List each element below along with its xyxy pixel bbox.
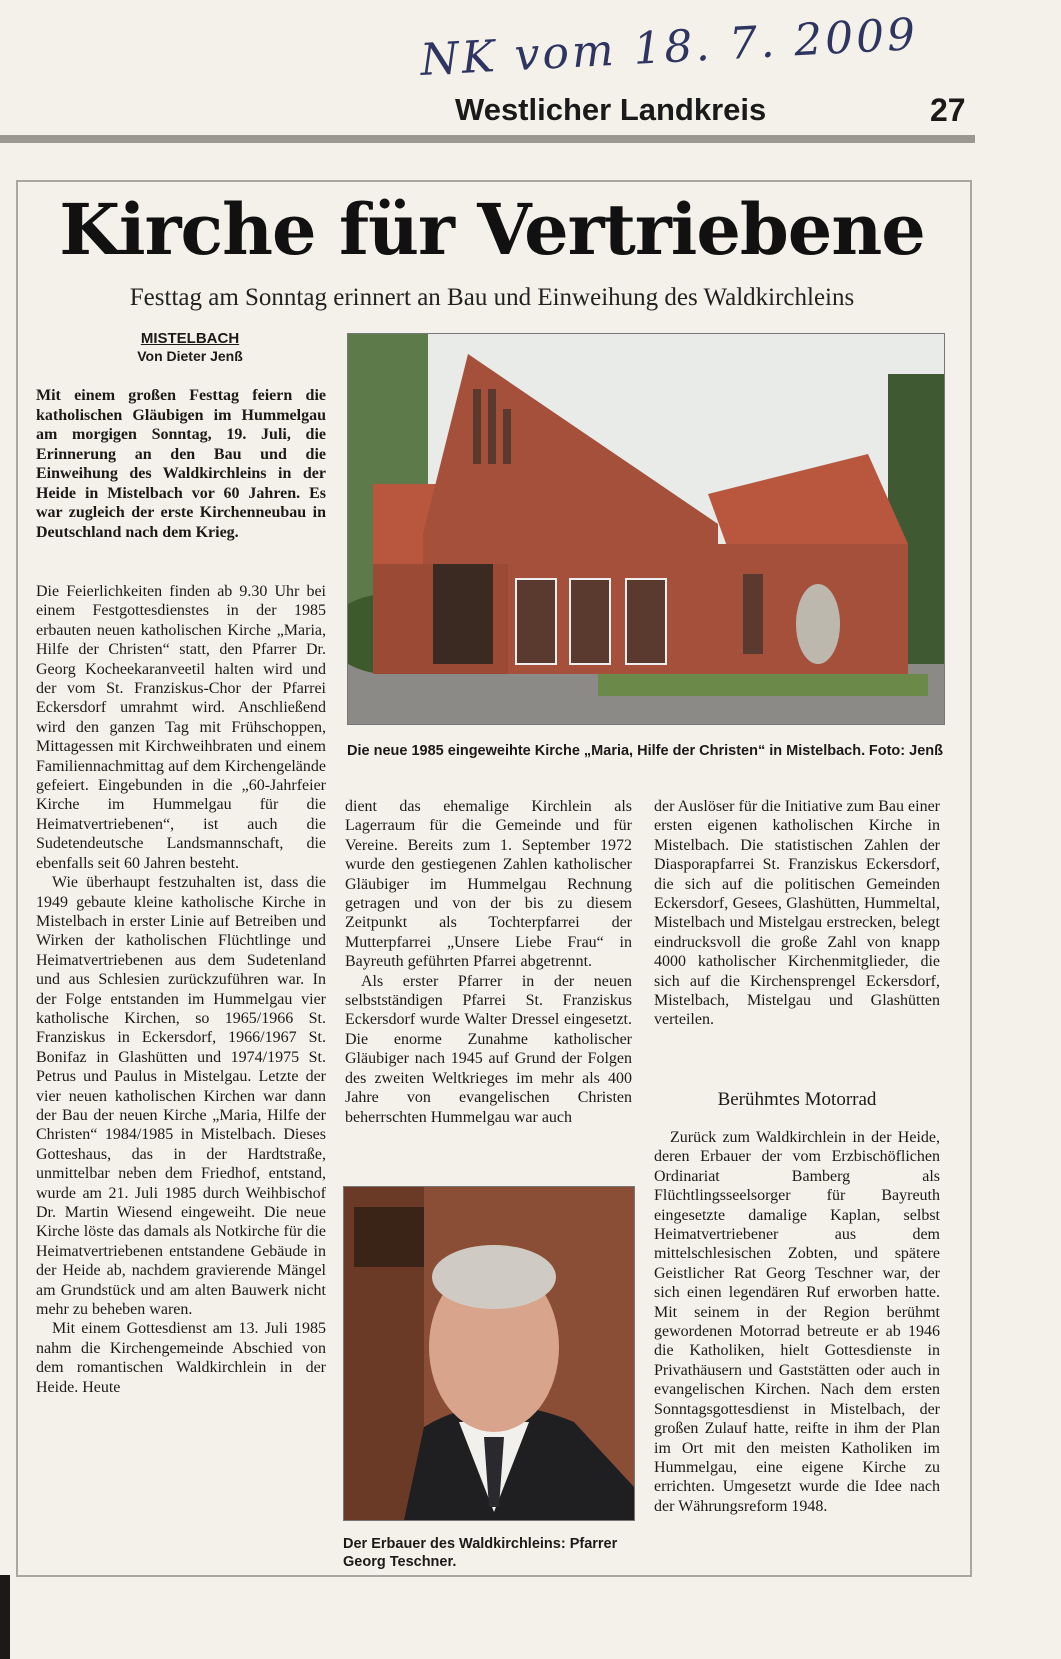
church-photo-caption [347, 742, 943, 760]
subheadline: Festtag am Sonntag erinnert an Bau und Einweihung des Waldkirchleins [129, 284, 855, 311]
header-rule [0, 135, 975, 143]
lead-paragraph: Mit einem großen Festtag feiern die katholischen Gläubigen im Hummelgau am morgigen Sonntag, 19. Juli, die Erinnerung an den Bau und die Einweihung des Waldkirchleins in der Heide in Mistelbach vor 60 Jahren. Es war zugleich der erste Kirchenneubau in Deutschland nach dem Krieg. [36, 387, 326, 541]
paragraph: der Auslöser für die Initiative zum Bau einer ersten eigenen katholischen Kirche in Mistelbach. Die statistischen Zahlen der Diasporapfarrei St. Franziskus Eckersdorf, die sich auf die politischen Gemeinden Eckersdorf, Gesees, Glashütten, Hummeltal, Mistelbach und Mistelgau erstrecken, belegt eindrucksvoll die große Zahl von knapp 4000 katholischer Kirchenmitglieder, die sich auf die Kirchensprengel Eckersdorf, Mistelbach, Mistelgau und Glashütten verteilen. [654, 798, 940, 1029]
pastor-portrait-photo [343, 1186, 635, 1521]
pastor-photo-caption: Der Erbauer des Waldkirchleins: Pfarrer Georg Teschner. [343, 1536, 618, 1570]
church-illustration [348, 334, 944, 724]
paragraph: dient das ehemalige Kirchlein als Lagerraum für die Gemeinde und für Vereine. Bereits zum 1. September 1972 wurde den gestiegenen Zahlen katholischer Gläubiger im Hummelgau Rechnung getragen und von der bis zu diesem Zeitpunkt als Tochterpfarrei der Mutterpfarrei „Unsere Liebe Frau“ in Bayreuth geführten Pfarrei abgetrennt. [345, 798, 632, 971]
column-2 [345, 797, 632, 1127]
church-photo [347, 333, 945, 725]
paragraph: Wie überhaupt festzuhalten ist, dass die 1949 gebaute kleine katholische Kirche in Mistelbach in erster Linie auf Betreiben und Wirken der katholischen Flüchtlinge und Heimatvertriebenen aus dem Sudetenland und aus Schlesien zurückzuführen war. In der Folge entstanden im Hummelgau vier katholische Kirchen, so 1965/1966 St. Franziskus in Eckersdorf, 1966/1967 St. Bonifaz in Glashütten und 1974/1975 St. Petrus und Paulus in Mistelgau. Letzte der vier neuen katholischen Kirchen war dann der Bau der neuen Kirche „Maria, Hilfe der Christen“ 1984/1985 in Mistelbach. Dieses Gotteshaus, das in der Hardtstraße, unmittelbar neben dem Friedhof, entstand, wurde am 21. Juli 1985 durch Weihbischof Dr. Martin Wiesend eingeweiht. Die neue Kirche löste das damals als Notkirche für die Heimatvertriebenen entstandene Gebäude in der Heide ab, nachdem gravierende Mängel am Grundstück und am alten Bauwerk nicht mehr zu beheben waren. [36, 874, 326, 1319]
photo-credit: Foto: Jenß [868, 743, 943, 759]
dateline: MISTELBACH [140, 330, 240, 347]
paragraph: Als erster Pfarrer in der neuen selbstständigen Pfarrei St. Franziskus Eckersdorf wurde Walter Dressel eingesetzt. Die enorme Zunahme katholischer Gläubiger nach 1945 auf Grund der Folgen des zweiten Weltkrieges im mehr als 400 Jahre von evangelischen Christen beherrschten Hummelgau war auch [345, 972, 632, 1126]
caption-text: Die neue 1985 eingeweihte Kirche „Maria, Hilfe der Christen“ in Mistelbach. [347, 743, 866, 759]
paragraph: Die Feierlichkeiten finden ab 9.30 Uhr bei einem Festgottesdienstes in der 1985 erbauten neuen katholischen Kirche „Maria, Hilfe der Christen“ statt, den Pfarrer Dr. Georg Kocheekaranveetil halten wird und der vom St. Franziskus-Chor der Pfarrei Eckersdorf umrahmt wird. Anschließend wird den ganzen Tag mit Frühschoppen, Mittagessen mit Kirchweihbraten und einem Familiennachmittag auf dem Kirchengelände gefeiert. Eingebunden in die „60-Jahrfeier Kirche im Hummelgau für die Heimatvertriebenen“, ist auch die Sudetendeutsche Landsmannschaft, die ebenfalls seit 60 Jahren besteht. [36, 583, 326, 872]
paragraph: Mit einem Gottesdienst am 13. Juli 1985 nahm die Kirchengemeinde Abschied von dem romantischen Waldkirchlein in der Heide. Heute [36, 1320, 326, 1396]
handwritten-date-note: NK vom 18. 7. 2009 [419, 8, 920, 87]
byline: Von Dieter Jenß [137, 348, 243, 364]
section-title: Westlicher Landkreis [455, 92, 767, 127]
column-3 [654, 797, 940, 1030]
page-number: 27 [930, 92, 966, 128]
paragraph: Zurück zum Waldkirchlein in der Heide, deren Erbauer der vom Erzbischöflichen Ordinariat Bamberg als Flüchtlingsseelsorger für Bayreuth eingesetzte damalige Kaplan, selbst Heimatvertriebener aus dem mittelschlesischen Zobten, und spätere Geistlicher Rat Georg Teschner war, der sich einen legendären Ruf erworben hatte. Mit seinem in der Region berühmt gewordenen Motorrad betreute er ab 1946 die Katholiken, hielt Gottesdienste in Privathäusern und Gaststätten oder auch in evangelischen Kirchen. Nach dem ersten Sonntagsgottesdienst in Mistelbach, der großen Zulauf hatte, reifte in ihm der Plan im Ort mit den meisten Katholiken im Hummelgau, eine eigene Kirche zu errichten. Umgesetzt wurde die Idee nach der Währungsreform 1948. [654, 1129, 940, 1515]
column-3-continued [654, 1128, 940, 1516]
intermediate-heading: Berühmtes Motorrad [717, 1089, 877, 1110]
headline: Kirche für Vertriebene [59, 188, 925, 271]
scan-edge [0, 1575, 10, 1659]
column-1 [36, 582, 326, 1397]
pastor-illustration [344, 1187, 634, 1520]
